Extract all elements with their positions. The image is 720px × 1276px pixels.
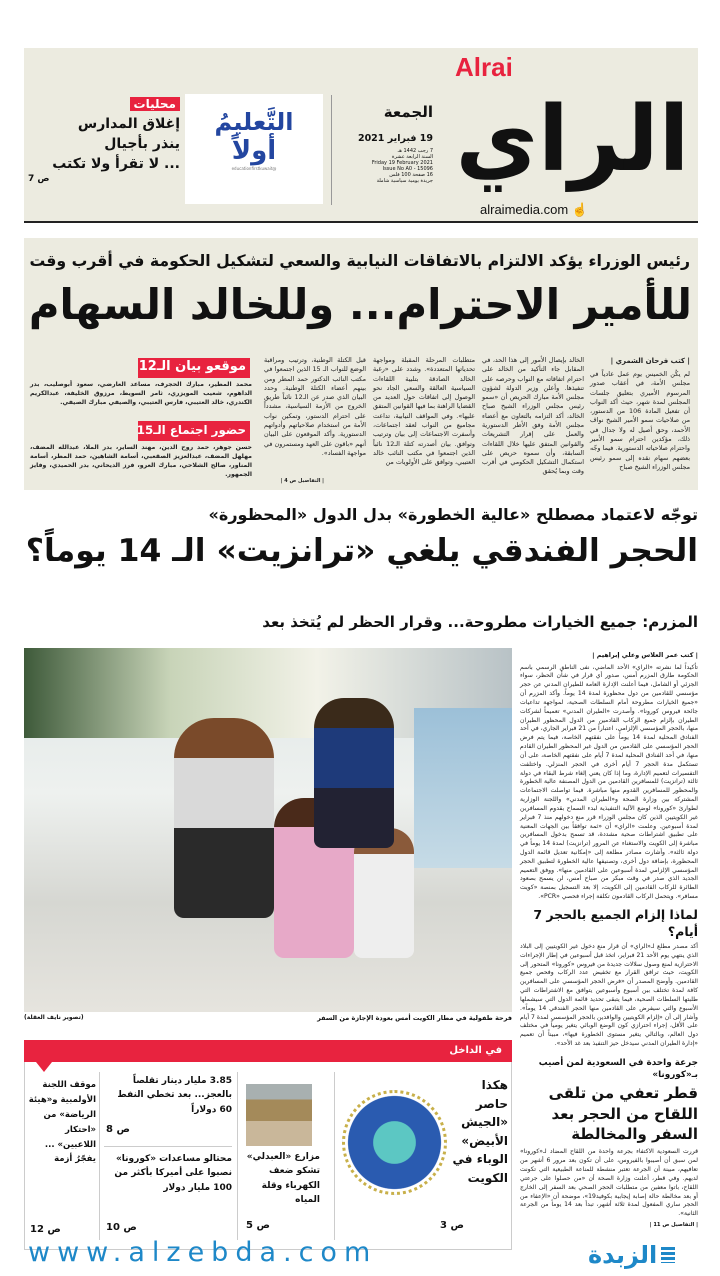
inside-item-5-page: ص 5 (246, 1220, 270, 1231)
issue-meta-4: 16 صفحة 100 فلس (389, 172, 433, 178)
lead-column-3: متطلبات المرحلة المقبلة ومواجهة تحدياتها المتعددة». وشدد على «رغبة الخالد الصادقة بتلبية اللقاءات السياسية العالقة والسعي الجاد نحو الوصول إلى اتفاقات حول العديد من القضايا الراهنة بما فيها القوانين المتفق عليها». وفي المواقف النيابية، تداعت مجاميع من النواب لعقد اجتماعات، وأسفرت الاجتماعات إلى بيان وترتيب وتوافق. بيان أصدرته كتلة الـ12 نائباً الذين اجتمعوا في مكتب النائب خالد العتيبي، وتوافق على الأولويات من (373, 356, 475, 467)
masthead-divider (331, 95, 332, 205)
right-column (520, 651, 698, 1237)
lead-column-2: الخالد بإيصال الأمور إلى هذا الحد، في المقابل جاء التأكيد من الخالد على احترام اتفاقاته مع النواب وحرصه على تنفيذها. وأعلن وزير الدولة لشؤون مجلس الأمة مبارك الحريص أن «سمو رئيس مجلس الوزراء الشيخ صباح الخالد، أكد التزامه بالتعاون مع أعضاء مجلس الأمة وفق الأطر الدستورية والعمل على إقرار التشريعات والقوانين المتفق عليها خلال اللقاءات السابقة، وأن سموه حريص على استكمال التشكيل الحكومي في أقرب وقت وبما يُحقق (482, 356, 584, 476)
inside-pointer (36, 1062, 52, 1072)
inside-divider-3 (104, 1146, 232, 1147)
promo-story[interactable] (28, 93, 180, 184)
logo-text-2: أولاً (231, 136, 277, 166)
qatar-kicker: جرعة واحدة في السعودية لمن أصيب بـ«كورونا» (538, 1057, 698, 1081)
inside-item-10-page: ص 10 (106, 1222, 137, 1233)
issue-meta-1: السنة الرابعة عشرة (391, 154, 433, 160)
airport-photo[interactable] (24, 648, 512, 1012)
promo-line-1: إغلاق المدارس (77, 116, 180, 132)
footer-url[interactable]: www.alzebda.com (28, 1237, 378, 1268)
qatar-headline[interactable]: قطر تعفي من تلقى اللقاح من الحجر بعد السفر والمخالطة (548, 1083, 698, 1144)
education-first-logo[interactable] (185, 94, 323, 204)
lead-subtitle: رئيس الوزراء يؤكد الالتزام بالاتفاقات النيابية والسعي لتشكيل الحكومة في أقرب وقت (29, 251, 690, 270)
photo-child-boy (174, 718, 274, 918)
lead-headline[interactable]: للأمير الاحترام... وللخالد السهام (28, 280, 692, 329)
promo-line-2: ينذر بأجيال (104, 136, 180, 152)
inside-item-3-headline: هكذا حاصر «الجيش الأبيض» الوباء في الكويت (452, 1078, 508, 1185)
inside-title: في الداخل (24, 1040, 512, 1062)
farm-photo (246, 1084, 312, 1146)
brand-logo[interactable]: الراي (455, 87, 690, 192)
lead-details-link[interactable]: | التفاصيل ص 4 | (280, 478, 324, 484)
box2-title: حضور اجتماع الـ15 (138, 421, 250, 441)
qatar-body: قررت السعودية الاكتفاء بجرعة واحدة من اللقاح المضاد لـ«كورونا» لمن سبق أن أصيبوا بالفيروس، على أن تكون بعد مرور 6 أشهر من تعافيهم، مبينة أن الجرعة تعتبر منشطة للمناعة الطبيعية التي تكونت لديهم. وفي قطر، أعلنت وزارة الصحة أن «من حصلوا على جرعتي اللقاح، باتوا معفين من متطلبات الحجر الصحي بعد السفر إلى الخارج أو بعد مخالطة حالة إصابة إيجابية بكوفيد19»، موضحة أن «الإعفاء من الحجر ساري المفعول لمدة ثلاثة أشهر، تبدأ بعد 14 يوماً من الجرعة الثانية». (520, 1148, 698, 1218)
inside-item-8[interactable] (104, 1074, 232, 1144)
second-body: تأكيداً لما نشرته «الراي» الأحد الماضي، نفى الناطق الرسمي باسم الحكومة طارق المزرم أمس، صدور أي قرار في شأن الحظر، سواء الجزئي أو الشامل، فيما أعلنت الإدارة العامة للطيران المدني عن حجر مؤسسي للقادمين من دول محظورة لمدة 14 يوماً. وأكد المزرم أن «جميع الخيارات مطروحة أمام السلطات الصحية، لمواجهة تداعيات جائحة فيروس كورونا». وأصدرت «الطيران المدني» تعميماً لشركات الطيران بإلزام جميع الركاب القادمين من الدول المحظور الطيران منها، بالحجر المؤسسي الإلزامي، اعتباراً من 21 فبراير الجاري، في أحد الفنادق المحلية لمدة 14 يوماً على نفقتهم الخاصة، فيما يتم فرض الحجر المؤسسي على القادمين من الدول غير المحظور الطيران القادم منها، في أحد الفنادق المحلية لمدة 7 أيام على نفقتهم الخاصة، على أن تستكمل مدة الحجر 7 أيام أخرى في الحجر المنزلي. واختلفت التفسيرات لتعميم الإدارة، وما إذا كان يعني إلغاء شرط البقاء في دولة ثالثة (ترانزيت) للمسافرين القادمين من الدول المصنفة عالية الخطورة والمحظور للمسافرين القدوم منها مباشرة. فيما تواصلت الاجتماعات المشتركة بين وزارة الصحة و«الطيران المدني» واللجنة الوزارية لطوارئ «كورونا» لوضع الآلية التنفيذية لبدء السماح بقدوم المسافرين غير الكويتيين الذين كان مجلس الوزراء قرر منع دخولهم منذ 7 فبراير لمدة أسبوعين. وعلمت «الراي» أن «ثمة توافقاً بين الجهات المعنية على تطبيق اشتراطات صحية مشددة، قد تسمح بدخول المسافرين مباشرة إلى الكويت والاستغناء عن المرور (ترانزيت) لمدة 14 يوماً في دولة ثالثة». وأشارت مصادر مطلعة إلى «إمكانية تعديل قائمة الدول المحظورة، بإضافة دول أخرى، وتصنيفها عالية الخطورة لتطبيق الحجر المؤسسي الإلزامي لمدة أسبوعين على القادمين منها». ووفق التعميم الجديد الذي صدر في وقت مبكر من صباح أمس، لن يسمح بصعود الطائرة للركاب القادمين إلى الكويت، إلا بعد التسجيل بمنصة «كويت مسافر». ويتحمل الركاب القادمون تكلفة إجراء فحصي «PCR». (520, 663, 699, 901)
promo-page: ص 7 (28, 174, 50, 184)
footer-logo[interactable] (588, 1240, 675, 1270)
photo-credit: (تصوير نايف العقلة) (24, 1014, 84, 1021)
logo-handle: @educationfirstkuwait (231, 166, 277, 171)
brand-latin[interactable]: Alrai (455, 52, 513, 82)
promo-line-3: ... لا تقرأ ولا تكتب (52, 156, 180, 172)
hand-pointer-icon: ☝ (571, 202, 588, 217)
masthead-rule (24, 221, 698, 223)
website-text[interactable]: alraimedia.com (480, 202, 569, 217)
inside-item-10-headline: محتالو مساعدات «كورونا» نصبوا على أميركا بأكثر من 100 مليار دولار (114, 1154, 232, 1193)
inside-item-5[interactable] (240, 1070, 330, 1240)
inside-item-8-headline: 3.85 مليار دينار تقلصاً بالعجز... بعد تخطي النفط 60 دولاراً (117, 1076, 232, 1115)
why-heading: لماذا إلزام الجميع بالحجر 7 أيام؟ (533, 906, 698, 940)
inside-item-5-headline: مزارع «العبدلي» تشكو ضعف الكهرباء وقلة المياه (246, 1152, 320, 1206)
virus-map-illustration (342, 1090, 447, 1195)
website-link[interactable] (480, 202, 588, 218)
inside-item-12-headline: موقف اللجنة الأولمبية و«هيئة الرياضة» من «احتكار اللاعبين» ... يفجّرُ أزمة (28, 1080, 96, 1165)
issue-meta-5: جريدة يومية سياسية شاملة (376, 178, 433, 184)
inside-divider-2 (237, 1072, 238, 1240)
inside-item-3-page: ص 3 (440, 1220, 464, 1231)
lead-column-4: قبل الكتلة الوطنية، وترتيب ومراقبة الوضع للنواب الـ 15 الذين اجتمعوا في مكتب النائب الدكتور حمد المطر ومن بينهم أعضاء الكتلة الوطنية. وحدد البيان الذي صدر عن الـ12 نائباً طريق الخروج من الأزمة السياسية، مشدداً على احترام الدستور، وتمكين نواب الأمة من استخدام صلاحياتهم وأدواتهم الدستورية. وأكد الموقعون على البيان أنهم «باقون على العهد ومستمرون في مواجهة الفساد». (264, 356, 366, 457)
inside-divider-4 (99, 1072, 100, 1240)
inside-item-12-page: ص 12 (30, 1224, 61, 1235)
footer-logo-text: الزبدة (588, 1241, 658, 1269)
inside-item-8-page: ص 8 (106, 1124, 130, 1135)
second-kicker: توجّه لاعتماد مصطلح «عالية الخطورة» بدل الدول «المحظورة» (208, 505, 698, 524)
issue-meta-2: Friday 19 February 2021 (371, 160, 433, 166)
second-byline: | كتب عمر العلاس وعلي إبراهيم | (592, 651, 698, 659)
second-headline[interactable]: الحجر الفندقي يلغي «ترانزيت» الـ 14 يوماً؟ (25, 533, 698, 569)
issue-day: الجمعة (383, 103, 433, 121)
inside-divider-1 (334, 1072, 335, 1240)
box1-names: محمد المطير، مبارك الحجرف، مساعد العارضي، سعود أبوصليب، بدر الداهوم، شعيب المويزري، ثامر السويط، مرزوق الخليفة، عبدالكريم الكندري، خالد العتيبي، فارس العتيبي، والصيفي مبارك الصيفي. (30, 381, 252, 406)
photo-girl-blue (314, 698, 394, 848)
issue-meta-3: Issue No A0 - 15096 (382, 166, 433, 172)
lead-column-1: لم يكُن الخميس يوم عمل عادياً في مجلس الأمة، في أعقاب صدور المرسوم الأميري بتعليق جلسات المجلس لمدة شهر، حيث أكد النواب أن تفعيل المادة 106 من الدستور، من صلاحيات سمو الأمير الشيخ نواف الأحمد، وحق أصيل له ولا جدال في ذلك، مؤكدين احترام سمو الأمير واحترام صلاحياته الدستورية. فيما وجّه بعضهم سهام نقده إلى سمو رئيس مجلس الوزراء الشيخ صباح (590, 370, 691, 471)
issue-meta-0: 7 رجب 1442 هـ (397, 148, 433, 154)
lead-byline: | كتب فرحان الشمري | (610, 357, 690, 365)
photo-caption: فرحة طفولية في مطار الكويت أمس بعودة الإجازة من السفر (317, 1014, 512, 1022)
section-tag: محليات (130, 97, 180, 111)
box1-title: موقعو بيان الـ12 (138, 358, 250, 378)
inside-item-12[interactable] (28, 1078, 96, 1240)
inside-item-3[interactable] (340, 1070, 510, 1240)
second-subhead: المزرم: جميع الخيارات مطروحة... وقرار الحظر لم يُتخذ بعد (262, 613, 698, 631)
photo-banner (414, 708, 512, 868)
issue-date: 19 فبراير 2021 (357, 133, 433, 144)
issue-info (345, 103, 433, 184)
why-body: أكد مصدر مطلع لـ«الراي» أن قرار منع دخول غير الكويتيين إلى البلاد الذي ينتهي يوم الأحد 21 فبراير، اتخذ قبل أسبوعين في إطار الإجراءات الاحترازية لمنع وصول سلالات جديدة من فيروس «كورونا» المتحور إلى الكويت، حيث ترافق القرار مع تخفيض عدد الركاب وفحص جميع القادمين. وأوضح المصدر أن «فرض الحجر المؤسسي على المسافرين كافة لمدة تختلف بين أسبوع وأسبوعين يتوافق مع الاشتراطات التي طلبتها السلطات الصحية، فيما يتبقى تحديد قائمة الدول التي سيشملها الأسبوع والتي سيفرض على القادمين منها الحجر الفندقي 14 يوماً». وأشار إلى أن «إلزام الكويتيين والوافدين بالحجر المؤسسي لمدة 7 أيام على الأقل، إجراء احترازي كون الوضع الوبائي يتغير يومياً في مختلف دول العالم، وبالتالي يتغير مستوى الخطورة فيها»، مبيناً أن تعميم «إدارة الطيران المدني سيدخل حيز التنفيذ بعد غد الأحد». (520, 942, 698, 1048)
logo-text-1: التَّعليمُ (214, 108, 294, 136)
qatar-details-link[interactable]: | التفاصيل ص 11 | (649, 1222, 698, 1228)
inside-item-10[interactable] (104, 1152, 232, 1240)
box2-names: حسن جوهر، حمد روح الدين، مهند الساير، بدر الملا، عبدالله المضف، مهلهل المضف، عبدالعزيز الصقعبي، أسامة الشاهين، حمد المطر، أسامة المناور، صالح الشلاحي، مبارك العرو، فرز الديحاني، بدر الحميدي، وفايز الجمهور. (30, 444, 252, 478)
menu-icon (661, 1247, 675, 1263)
